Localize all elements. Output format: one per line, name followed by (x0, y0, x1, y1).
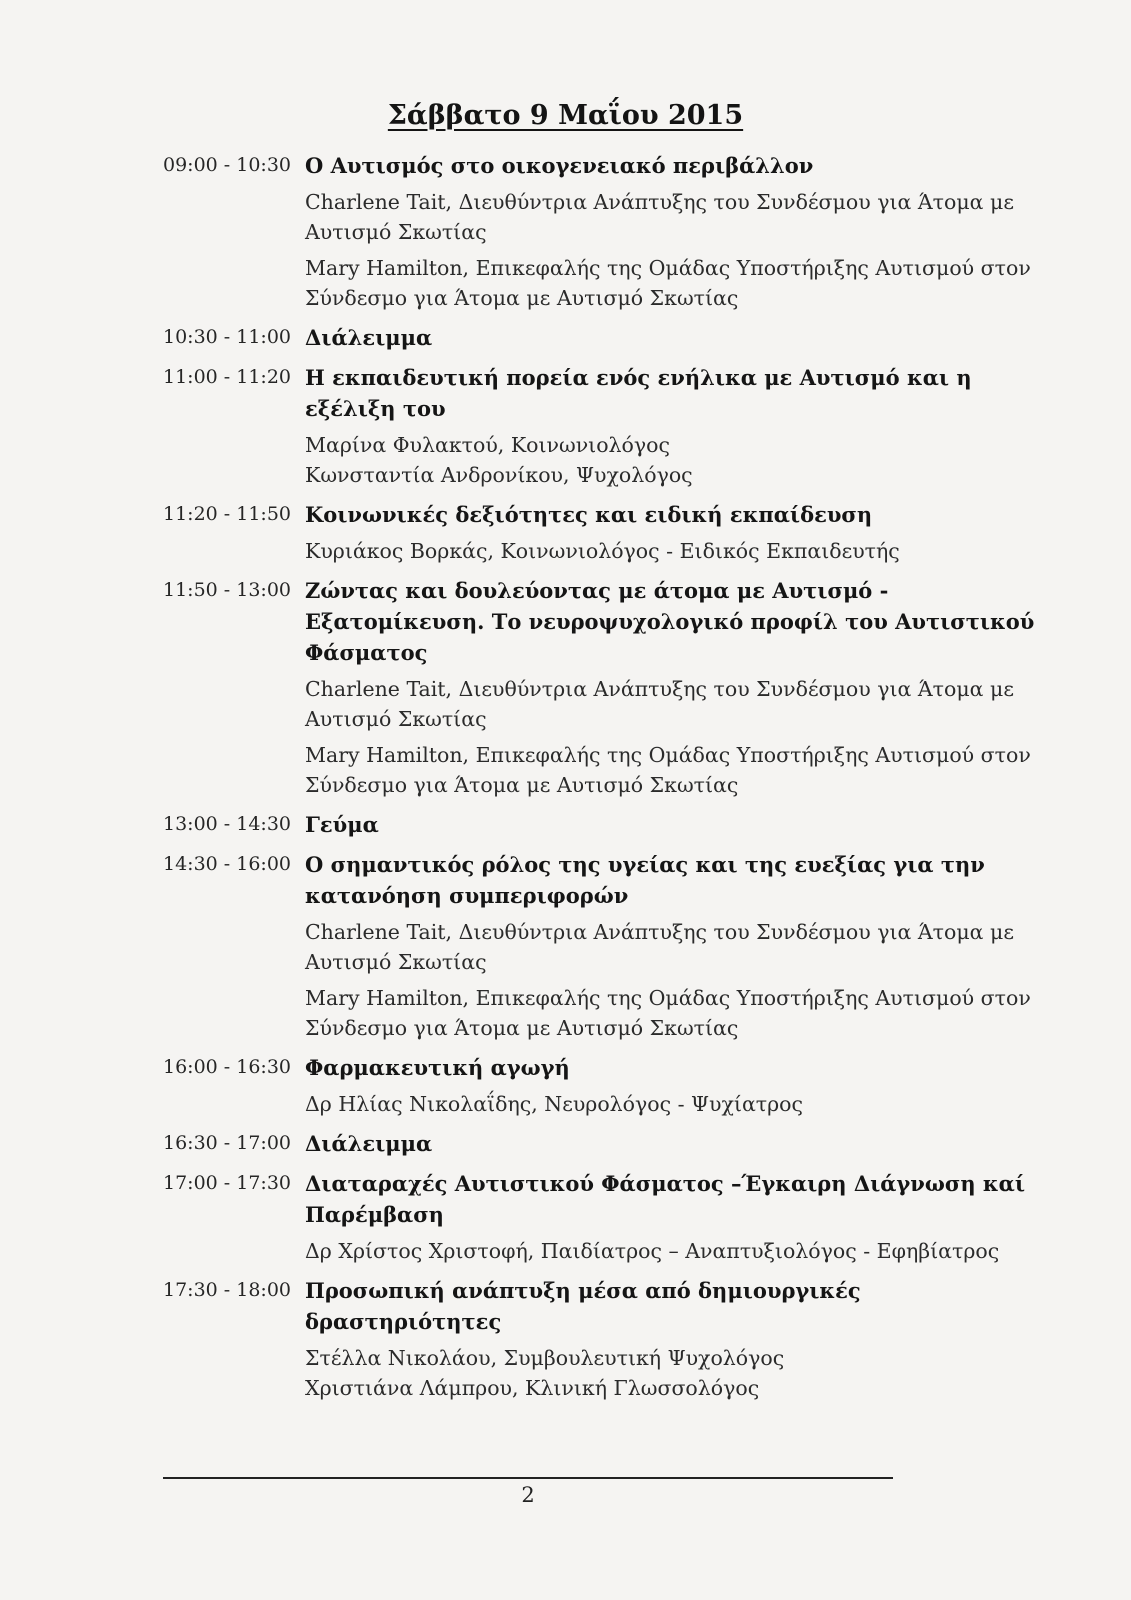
session-speakers: Mary Hamilton, Επικεφαλής της Ομάδας Υποστήριξης Αυτισμού στον Σύνδεσμο για Άτομα με Αυτισμό Σκωτίας (305, 986, 1031, 1040)
session-time: 11:20 - 11:50 (163, 503, 292, 525)
schedule (163, 150, 1035, 1412)
schedule-session (163, 322, 968, 353)
session-title: Διάλειμμα (305, 325, 433, 350)
session-speakers: Κυριάκος Βορκάς, Κοινωνιολόγος - Ειδικός Εκπαιδευτής (305, 539, 900, 563)
session-speakers: Στέλλα Νικολάου, Συμβουλευτική Ψυχολόγος Χριστιάνα Λάμπρου, Κλινική Γλωσσολόγος (305, 1346, 785, 1400)
session-time: 16:30 - 17:00 (163, 1132, 292, 1154)
session-title: Η εκπαιδευτική πορεία ενός ενήλικα με Αυτισμό και η εξέλιξη του (305, 365, 972, 421)
session-time: 13:00 - 14:30 (163, 813, 292, 835)
page-title (0, 100, 1131, 131)
session-title: Ο Αυτισμός στο οικογενειακό περιβάλλον (305, 153, 814, 178)
session-content (305, 1168, 1025, 1266)
session-time: 11:00 - 11:20 (163, 366, 292, 388)
session-content (305, 1275, 968, 1403)
page-title-text: Σάββατο 9 Μαΐου 2015 (387, 100, 744, 131)
session-speakers: Μαρίνα Φυλακτού, Κοινωνιολόγος Κωνσταντία Ανδρονίκου, Ψυχολόγος (305, 433, 693, 487)
session-time: 16:00 - 16:30 (163, 1056, 292, 1078)
session-content (305, 575, 1035, 800)
schedule-session (163, 1128, 968, 1159)
session-time: 17:00 - 17:30 (163, 1172, 292, 1194)
session-content (305, 849, 1031, 1043)
session-speakers: Mary Hamilton, Επικεφαλής της Ομάδας Υποστήριξης Αυτισμού στον Σύνδεσμο για Άτομα με Αυτισμό Σκωτίας (305, 743, 1031, 797)
session-title: Ζώντας και δουλεύοντας με άτομα με Αυτισμό - Εξατομίκευση. Το νευροψυχολογικό προφίλ του Αυτιστικού Φάσματος (305, 578, 1035, 665)
session-speakers: Δρ Ηλίας Νικολαΐδης, Νευρολόγος - Ψυχίατρος (305, 1092, 804, 1116)
session-speakers: Charlene Tait, Διευθύντρια Ανάπτυξης του Συνδέσμου για Άτομα με Αυτισμό Σκωτίας (305, 190, 1014, 244)
session-content (305, 1128, 968, 1159)
session-title: Ο σημαντικός ρόλος της υγείας και της ευεξίας για την κατανόηση συμπεριφορών (305, 852, 985, 908)
session-title: Προσωπική ανάπτυξη μέσα από δημιουργικές δραστηριότητες (305, 1278, 861, 1334)
session-speakers: Mary Hamilton, Επικεφαλής της Ομάδας Υποστήριξης Αυτισμού στον Σύνδεσμο για Άτομα με Αυτισμό Σκωτίας (305, 256, 1031, 310)
schedule-session (163, 1168, 1025, 1266)
page-number: 2 (521, 1483, 535, 1507)
session-time: 11:50 - 13:00 (163, 579, 292, 601)
schedule-session (163, 849, 1031, 1043)
session-content (305, 362, 972, 490)
schedule-session (163, 499, 968, 566)
schedule-session (163, 1275, 968, 1403)
footer-divider (163, 1477, 893, 1479)
session-content (305, 499, 968, 566)
session-title: Κοινωνικές δεξιότητες και ειδική εκπαίδευση (305, 502, 873, 527)
schedule-session (163, 362, 972, 490)
session-time: 14:30 - 16:00 (163, 853, 292, 875)
schedule-session (163, 150, 1031, 313)
session-content (305, 1052, 968, 1119)
session-speakers: Δρ Χρίστος Χριστοφή, Παιδίατρος – Αναπτυξιολόγος - Εφηβίατρος (305, 1239, 1000, 1263)
session-title: Διάλειμμα (305, 1131, 433, 1156)
session-content (305, 322, 968, 353)
session-title: Φαρμακευτική αγωγή (305, 1055, 570, 1080)
session-title: Γεύμα (305, 812, 379, 837)
schedule-session (163, 809, 968, 840)
schedule-session (163, 575, 1035, 800)
session-content (305, 809, 968, 840)
session-title: Διαταραχές Αυτιστικού Φάσματος –Έγκαιρη Διάγνωση καί Παρέμβαση (305, 1171, 1025, 1227)
session-content (305, 150, 1031, 313)
session-time: 10:30 - 11:00 (163, 326, 292, 348)
session-speakers: Charlene Tait, Διευθύντρια Ανάπτυξης του Συνδέσμου για Άτομα με Αυτισμό Σκωτίας (305, 920, 1014, 974)
session-time: 09:00 - 10:30 (163, 154, 292, 176)
session-time: 17:30 - 18:00 (163, 1279, 292, 1301)
schedule-session (163, 1052, 968, 1119)
session-speakers: Charlene Tait, Διευθύντρια Ανάπτυξης του Συνδέσμου για Άτομα με Αυτισμό Σκωτίας (305, 677, 1014, 731)
